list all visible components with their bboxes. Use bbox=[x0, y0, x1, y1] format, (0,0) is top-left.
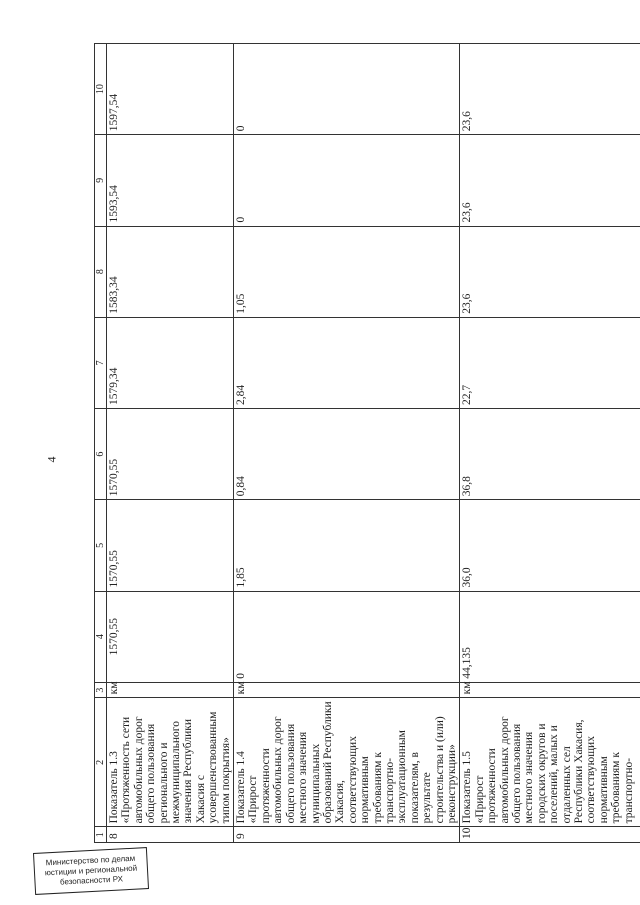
header-cell: 6 bbox=[95, 409, 107, 500]
value-cell: 2,84 bbox=[234, 317, 460, 408]
header-cell: 4 bbox=[95, 591, 107, 682]
value-cell: 1597,54 bbox=[107, 44, 234, 135]
row-number-cell: 8 bbox=[107, 827, 234, 843]
header-cell: 3 bbox=[95, 682, 107, 698]
value-cell: 0 bbox=[234, 44, 460, 135]
header-cell: 9 bbox=[95, 135, 107, 226]
header-cell: 10 bbox=[95, 44, 107, 135]
value-cell: 0 bbox=[234, 591, 460, 682]
unit-cell: км bbox=[234, 682, 460, 698]
ministry-stamp bbox=[33, 847, 149, 895]
table-row bbox=[107, 44, 234, 843]
value-cell: 22,7 bbox=[460, 317, 640, 408]
value-cell: 44,135 bbox=[460, 591, 640, 682]
value-cell: 0,84 bbox=[234, 409, 460, 500]
indicator-name-cell: Показатель 1.5 «Прирост протяженности автомобильных дорог общего пользования местного значения городских округов и поселений, малых и отдаленных сел Республики Хакасия, соответствующих нормативным требованиям к транспортно- bbox=[460, 698, 640, 827]
value-cell: 1,05 bbox=[234, 226, 460, 317]
table-row bbox=[460, 44, 640, 843]
header-row bbox=[95, 44, 107, 843]
header-cell: 2 bbox=[95, 698, 107, 827]
value-cell: 23,6 bbox=[460, 135, 640, 226]
value-cell: 1593,54 bbox=[107, 135, 234, 226]
value-cell: 36,8 bbox=[460, 409, 640, 500]
value-cell: 0 bbox=[234, 135, 460, 226]
value-cell: 1,85 bbox=[234, 500, 460, 591]
indicator-table bbox=[94, 43, 640, 843]
value-cell: 1570,55 bbox=[107, 500, 234, 591]
value-cell: 1583,34 bbox=[107, 226, 234, 317]
header-cell: 8 bbox=[95, 226, 107, 317]
value-cell: 23,6 bbox=[460, 44, 640, 135]
row-number-cell: 10 bbox=[460, 827, 640, 843]
value-cell: 1570,55 bbox=[107, 409, 234, 500]
page-number: 4 bbox=[44, 456, 59, 463]
table-row bbox=[234, 44, 460, 843]
indicator-name-cell: Показатель 1.4 «Прирост протяженности автомобильных дорог общего пользования местного значения муниципальных образований Республики Хакасия, соответствующих нормативным требованиям к транспортно-эксплуатационным показателям, в результате строительства и (или) реконструкции» bbox=[234, 698, 460, 827]
stamp-line: Министерство по делам bbox=[45, 853, 136, 868]
stamp-line: безопасности РХ bbox=[59, 874, 124, 887]
value-cell: 36,0 bbox=[460, 500, 640, 591]
value-cell: 1579,34 bbox=[107, 317, 234, 408]
value-cell: 23,6 bbox=[460, 226, 640, 317]
indicator-table-wrapper bbox=[94, 43, 634, 843]
row-number-cell: 9 bbox=[234, 827, 460, 843]
unit-cell: км bbox=[460, 682, 640, 698]
header-cell: 7 bbox=[95, 317, 107, 408]
indicator-name-cell: Показатель 1.3 «Протяженность сети автомобильных дорог общего пользования регионального и межмуниципального значения Республики Хакасия с усовершенствованным типом покрытия» bbox=[107, 698, 234, 827]
header-cell: 5 bbox=[95, 500, 107, 591]
header-cell: 1 bbox=[95, 827, 107, 843]
unit-cell: км bbox=[107, 682, 234, 698]
stamp-line: юстиции и региональной bbox=[44, 863, 138, 878]
value-cell: 1570,55 bbox=[107, 591, 234, 682]
